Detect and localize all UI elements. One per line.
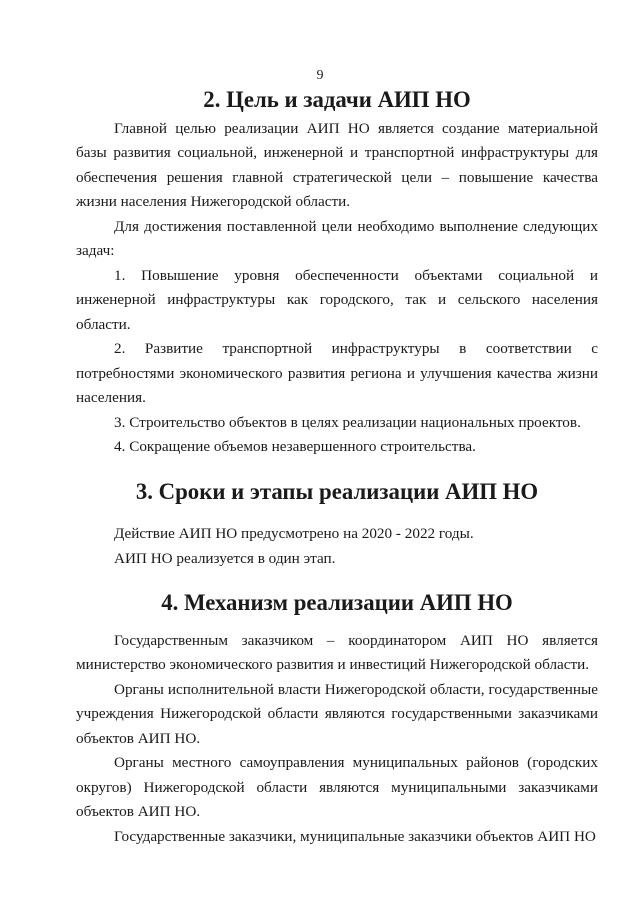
page-number: 9 — [316, 68, 324, 83]
paragraph: Государственные заказчики, муниципальные заказчики объектов АИП НО — [114, 827, 596, 845]
section-mechanism — [76, 591, 598, 849]
list-item: 4. Сокращение объемов незавершенного строительства. — [114, 438, 476, 455]
section-timeline — [76, 480, 598, 572]
paragraph: Государственным заказчиком – координатором АИП НО является министерство экономического развития и инвестиций Нижегородской области. — [76, 631, 598, 673]
section-goals — [76, 88, 598, 460]
paragraph: Органы исполнительной власти Нижегородской области, государственные учреждения Нижегородской области являются государственными заказчиками объектов АИП НО. — [76, 680, 598, 747]
section-heading: 3. Сроки и этапы реализации АИП НО — [135, 478, 539, 504]
document-body — [76, 88, 598, 849]
paragraph: Действие АИП НО предусмотрено на 2020 - 2022 годы. — [114, 525, 474, 542]
paragraph: АИП НО реализуется в один этап. — [114, 549, 336, 567]
list-item: 3. Строительство объектов в целях реализации национальных проектов. — [114, 413, 581, 431]
paragraph: Для достижения поставленной цели необходимо выполнение следующих задач: — [76, 217, 598, 259]
section-heading: 2. Цель и задачи АИП НО — [203, 87, 471, 112]
paragraph: Органы местного самоуправления муниципальных районов (городских округов) Нижегородской области являются муниципальными заказчиками объектов АИП НО. — [76, 754, 598, 820]
paragraph: Главной целью реализации АИП НО является создание материальной базы развития социальной, инженерной и транспортной инфраструктуры для обеспечения решения главной стратегической цели – повышение качества жизни населения Нижегородской области. — [76, 119, 598, 210]
list-item: 1. Повышение уровня обеспеченности объектами социальной и инженерной инфраструктуры как городского, так и сельского населения области. — [76, 266, 598, 333]
section-heading: 4. Механизм реализации АИП НО — [161, 590, 513, 615]
list-item: 2. Развитие транспортной инфраструктуры в соответствии с потребностями экономического развития региона и улучшения качества жизни населения. — [76, 340, 598, 406]
